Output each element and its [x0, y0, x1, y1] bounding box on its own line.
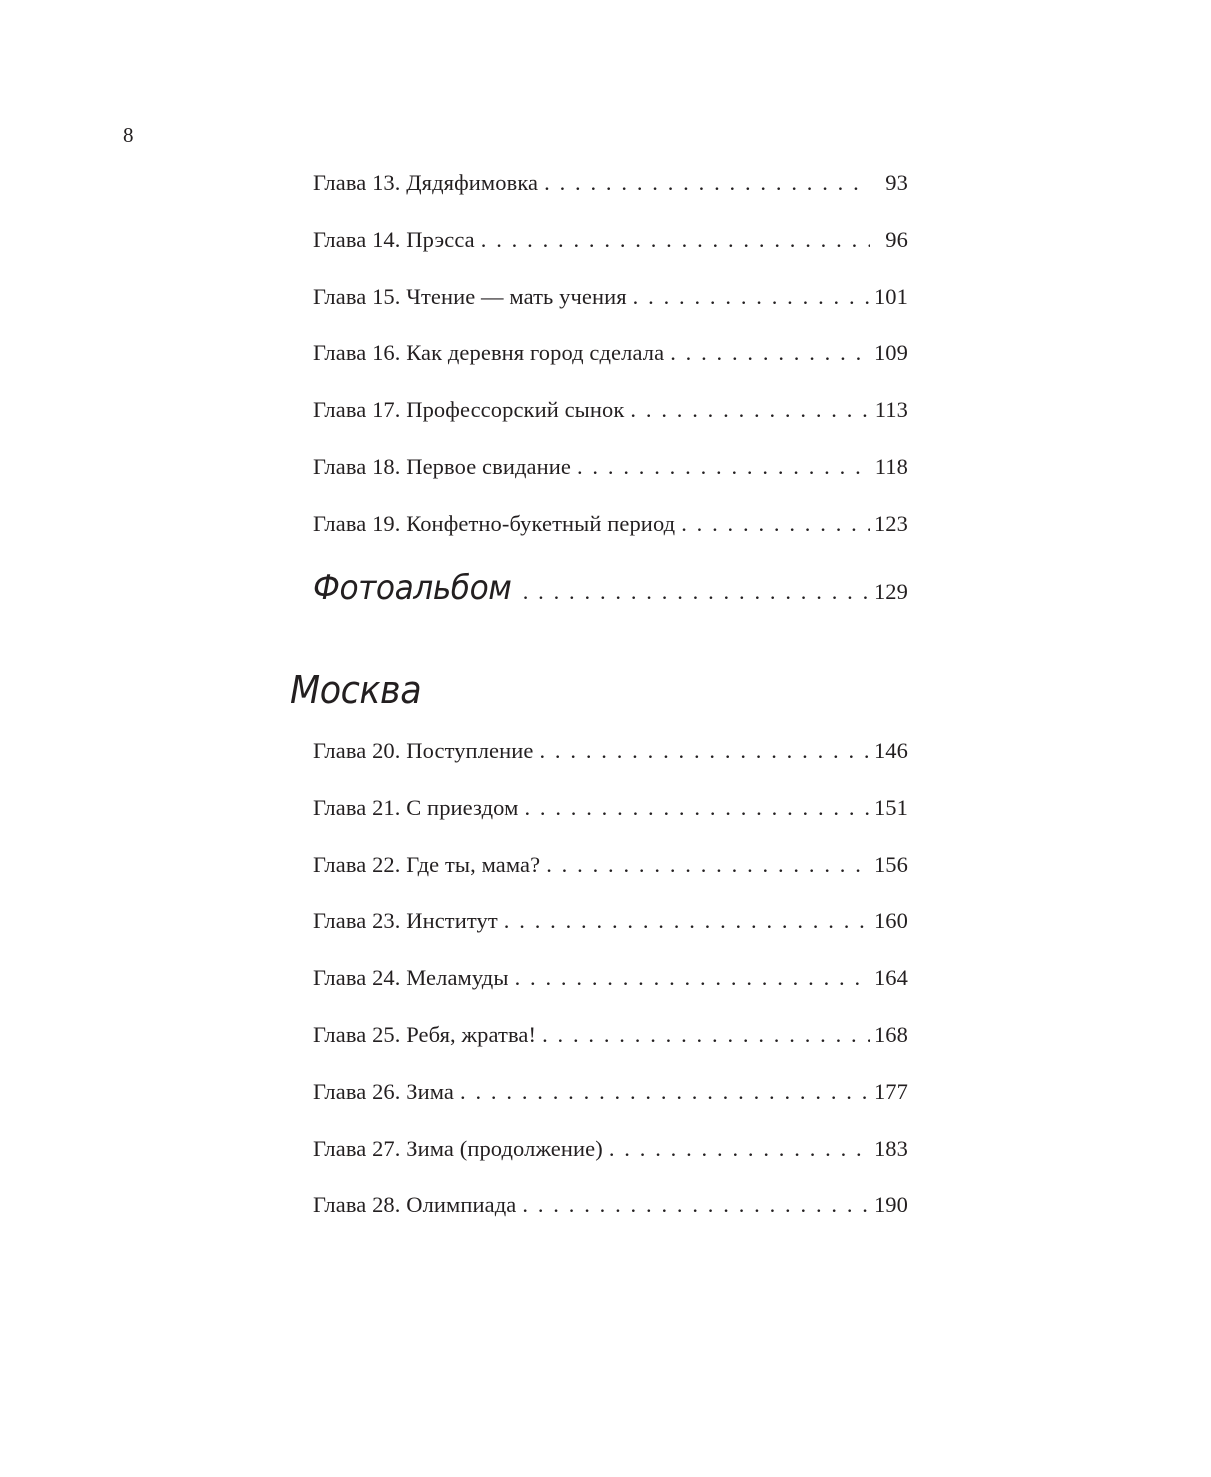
- toc-entry[interactable]: [313, 284, 908, 341]
- dot-leader: [481, 227, 870, 253]
- toc-entry-page: 146: [873, 738, 908, 763]
- toc-entry-page: 190: [873, 1192, 908, 1218]
- toc-list-part-2: [313, 738, 908, 1249]
- toc-entry-page: 113: [874, 397, 908, 423]
- toc-entry-page: 123: [873, 510, 908, 536]
- toc-entry[interactable]: [313, 1136, 908, 1193]
- dot-leader: [670, 340, 870, 366]
- toc-list-part-1: [313, 170, 908, 624]
- toc-entry-title: Глава 22. Где ты, мама?: [313, 851, 541, 877]
- toc-entry-title: Глава 27. Зима (продолжение): [313, 1135, 603, 1161]
- toc-entry-page: 156: [873, 851, 908, 877]
- toc-entry-page: 118: [874, 453, 908, 479]
- toc-entry-title: Глава 28. Олимпиада: [313, 1192, 517, 1218]
- dot-leader: [542, 1022, 870, 1048]
- dot-leader: [539, 738, 869, 764]
- toc-entry[interactable]: [313, 511, 908, 568]
- toc-entry-title: Глава 19. Конфетно-букетный период: [313, 510, 676, 536]
- toc-entry-title: Глава 21. С приездом: [313, 794, 519, 820]
- dot-leader: [515, 965, 870, 991]
- toc-entry-title: Глава 23. Институт: [313, 908, 498, 934]
- toc-entry-title: Глава 17. Профессорский сынок: [313, 397, 625, 423]
- toc-entry[interactable]: [313, 852, 908, 909]
- dot-leader: [681, 511, 870, 537]
- toc-entry-title: Глава 13. Дядяфимовка: [313, 170, 539, 195]
- section-heading: Москва: [290, 668, 422, 712]
- toc-entry-title: Глава 25. Ребя, жратва!: [313, 1021, 537, 1047]
- dot-leader: [460, 1079, 870, 1105]
- toc-entry-title: Глава 20. Поступление: [313, 738, 534, 763]
- toc-entry[interactable]: [313, 1079, 908, 1136]
- toc-entry-page: 109: [873, 340, 908, 366]
- dot-leader: [504, 908, 870, 934]
- toc-entry[interactable]: [313, 170, 908, 227]
- toc-entry-page: 164: [873, 965, 908, 991]
- dot-leader: [546, 852, 870, 878]
- toc-entry-page: 93: [885, 170, 908, 195]
- photo-album-title: Фотоальбом: [313, 567, 512, 608]
- toc-entry[interactable]: [313, 795, 908, 852]
- dot-leader: [577, 454, 870, 480]
- dot-leader: [633, 284, 870, 310]
- toc-entry-title: Глава 15. Чтение — мать учения: [313, 283, 627, 309]
- toc-entry[interactable]: [313, 227, 908, 284]
- dot-leader: [522, 1192, 870, 1218]
- toc-entry-title: Глава 24. Меламуды: [313, 965, 509, 991]
- toc-entry-page: 96: [885, 226, 908, 252]
- dot-leader: [544, 170, 870, 196]
- toc-entry-page: 101: [873, 283, 908, 309]
- toc-entry[interactable]: [313, 908, 908, 965]
- toc-entry[interactable]: [313, 454, 908, 511]
- toc-entry-title: Глава 14. Прэсса: [313, 226, 475, 252]
- toc-entry[interactable]: [313, 397, 908, 454]
- toc-entry-title: Глава 18. Первое свидание: [313, 453, 571, 479]
- toc-entry-page: 160: [873, 908, 908, 934]
- toc-entry-page: 129: [873, 578, 908, 604]
- dot-leader: [630, 397, 870, 423]
- page-number: 8: [123, 123, 134, 147]
- toc-entry[interactable]: [313, 1192, 908, 1249]
- toc-entry[interactable]: [313, 965, 908, 1022]
- toc-entry[interactable]: [313, 340, 908, 397]
- toc-entry-page: 183: [873, 1135, 908, 1161]
- toc-entry-photo-album[interactable]: [313, 568, 908, 625]
- dot-leader: [524, 795, 870, 821]
- toc-entry-page: 177: [873, 1078, 908, 1104]
- toc-entry-title: Глава 16. Как деревня город сделала: [313, 340, 665, 366]
- dot-leader: [523, 579, 870, 605]
- toc-entry-page: 151: [873, 794, 908, 820]
- dot-leader: [609, 1136, 870, 1162]
- toc-entry[interactable]: [313, 1022, 908, 1079]
- toc-entry[interactable]: [313, 738, 908, 795]
- toc-entry-title: Глава 26. Зима: [313, 1078, 455, 1104]
- toc-entry-page: 168: [873, 1021, 908, 1047]
